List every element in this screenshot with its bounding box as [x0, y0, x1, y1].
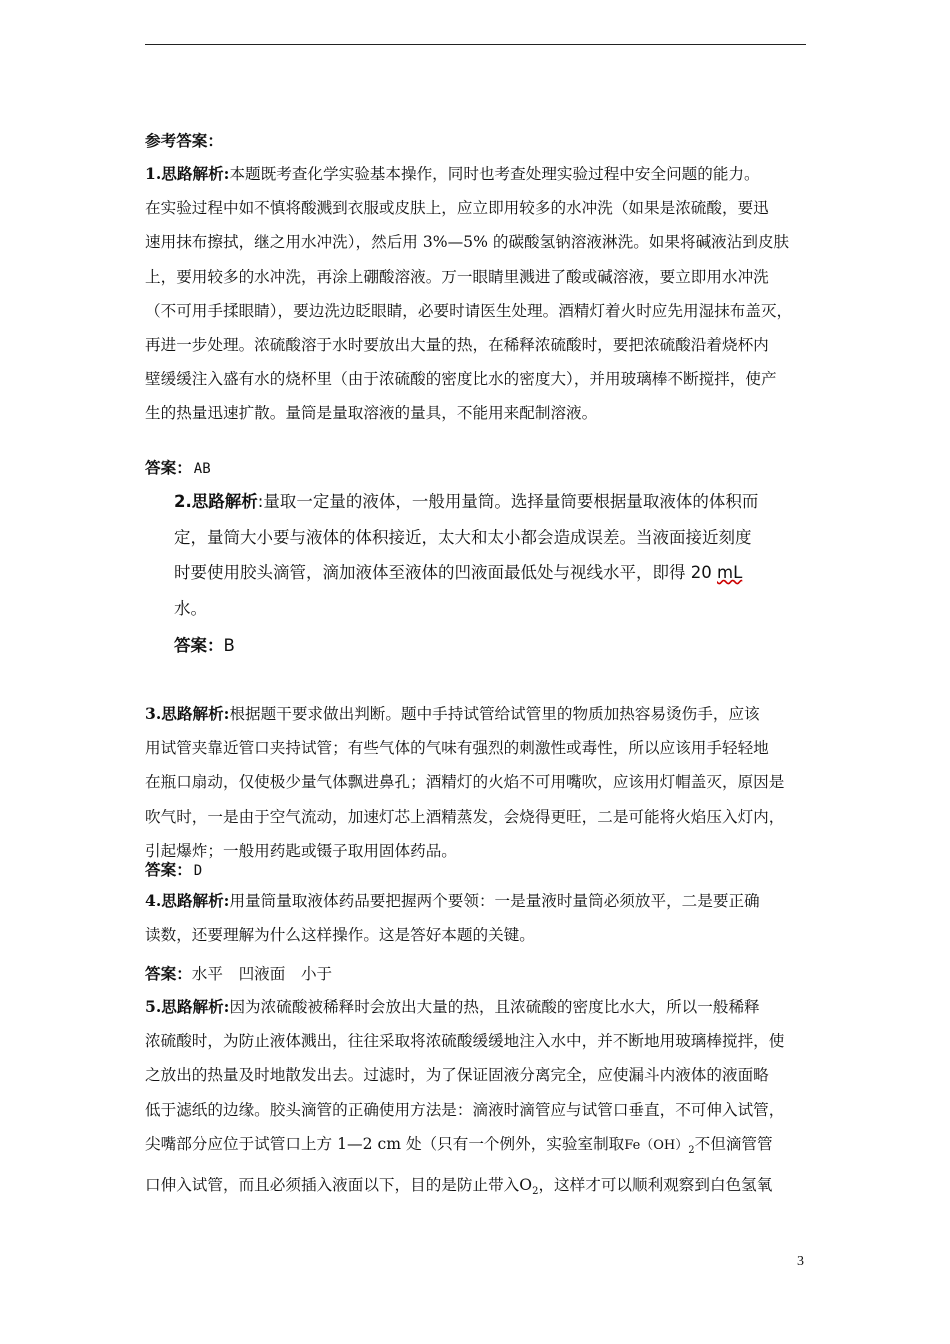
item-4-label: 4.: [145, 891, 162, 910]
item-1-answer-value: AB: [193, 461, 211, 477]
item-5-line-5-tail: 不但滴管管: [694, 1134, 773, 1153]
item-5-heading: 思路解析: [161, 997, 224, 1016]
item-5-line-6: 口伸入试管，而且必须插入液面以下，目的是防止带入: [145, 1176, 520, 1195]
item-2-line-2: 定，量筒大小要与液体的体积接近，太大和太小都会造成误差。当液面接近刻度: [174, 527, 752, 547]
item-5-line-2: 浓硫酸时，为防止液体溅出，往往采取将浓硫酸缓缓地注入水中，并不断地用玻璃棒搅拌，使: [145, 1032, 785, 1051]
item-1-answer: [145, 456, 211, 478]
item-1-label: 1.: [145, 164, 162, 183]
item-4: 4.思路解析:用量筒量取液体药品要把握两个要领：一是量液时量筒必须放平，二是要正确 读数，还要理解为什么这样操作。这是答好本题的关键。: [145, 884, 809, 952]
item-3-answer-value: D: [193, 863, 203, 879]
item-1: 1.思路解析:本题既考查化学实验基本操作，同时也考查处理实验过程中安全问题的能力。 在实验过程中如不慎将酸溅到衣服或皮肤上，应立即用较多的水冲洗（如果是浓硫酸，要迅 速用抹布擦拭，继之用水冲洗），然后用 3%—5% 的碳酸氢钠溶液淋洗。如果将碱液沾到皮肤 上，要用较多的水冲洗，再涂上硼酸溶液。万一眼睛里溅进了酸或碱溶液，要立即用水冲洗 （不可用手揉眼睛），要边洗边眨眼睛，必要时请医生处理。酒精灯着火时应先用湿抹布盖灭， 再进一步处理。浓硫酸溶于水时要放出大量的热，在稀释浓硫酸时，要把浓硫酸沿着烧杯内 壁缓缓注入盛有水的烧杯里（由于浓硫酸的密度比水的密度大），并用玻璃棒不断搅拌，使产 生的热量迅速扩散。量筒是量取溶液的量具，不能用来配制溶液。: [145, 157, 809, 431]
item-3-line-1: 根据题干要求做出判断。题中手持试管给试管里的物质加热容易烫伤手，应该: [229, 705, 760, 723]
item-4-heading: 思路解析: [161, 891, 224, 910]
reference-title: 参考答案：: [145, 131, 223, 150]
item-5-formula-fe: Fe（OH）: [624, 1137, 689, 1153]
item-1-line-6: 再进一步处理。浓硫酸溶于水时要放出大量的热，在稀释浓硫酸时，要把浓硫酸沿着烧杯内: [145, 336, 769, 355]
item-5-line-7: ，这样才可以顺利观察到白色氢氧: [538, 1176, 773, 1195]
item-3-line-5: 引起爆炸；一般用药匙或镊子取用固体药品。: [145, 841, 457, 860]
item-1-line-3: 速用抹布擦拭，继之用水冲洗），然后用 3%—5% 的碳酸氢钠溶液淋洗。如果将碱液沾到皮肤: [145, 233, 790, 252]
item-4-line-2: 读数，还要理解为什么这样操作。这是答好本题的关键。: [145, 926, 535, 945]
item-4-answer: [145, 962, 332, 984]
item-5-formula-o: O: [519, 1176, 533, 1195]
item-5-line-3: 之放出的热量及时地散发出去。过滤时，为了保证固液分离完全，应使漏斗内液体的液面略: [145, 1066, 769, 1085]
item-5-formula-fe-sub: 2: [688, 1144, 695, 1156]
item-1-line-8: 生的热量迅速扩散。量筒是量取溶液的量具，不能用来配制溶液。: [145, 404, 598, 423]
item-1-line-1: 本题既考查化学实验基本操作，同时也考查处理实验过程中安全问题的能力。: [229, 165, 760, 183]
item-4-answer-label: 答案：: [145, 964, 192, 983]
item-2-line-4: 水。: [174, 598, 207, 618]
item-2: 2.思路解析:量取一定量的液体，一般用量筒。选择量筒要根据量取液体的体积而 定，量筒大小要与液体的体积接近，太大和太小都会造成误差。当液面接近刻度 时要使用胶头滴管，滴加液体至液体的凹液面最低处与视线水平，即得 20 mL 水。 答案：B: [174, 484, 774, 664]
header-rule: [145, 44, 806, 45]
item-1-line-4: 上，要用较多的水冲洗，再涂上硼酸溶液。万一眼睛里溅进了酸或碱溶液，要立即用水冲洗: [145, 267, 769, 286]
page-number: 3: [797, 1254, 804, 1269]
item-2-answer-label: 答案：: [174, 636, 224, 655]
item-3-heading: 思路解析: [161, 704, 224, 723]
item-5: 5.思路解析:因为浓硫酸被稀释时会放出大量的热，且浓硫酸的密度比水大，所以一般稀释 浓硫酸时，为防止液体溅出，往往采取将浓硫酸缓缓地注入水中，并不断地用玻璃棒搅拌，使 之放出的热量及时地散发出去。过滤时，为了保证固液分离完全，应使漏斗内液体的液面略 低于滤纸的边缘。胶头滴管的正确使用方法是：滴液时滴管应与试管口垂直，不可伸入试管， 尖嘴部分应位于试管口上方 1—2 cm 处（只有一个例外，实验室制取$Fe(OH)_2$不但滴管管 口伸入试管，而且必须插入液面以下，目的是防止带入$O_2$，这样才可以顺利观察到白色氢氧: [145, 990, 809, 1209]
item-3-answer: [145, 858, 202, 880]
item-3: 3.思路解析:根据题干要求做出判断。题中手持试管给试管里的物质加热容易烫伤手，应该 用试管夹靠近管口夹持试管；有些气体的气味有强烈的刺激性或毒性，所以应该用手轻轻地 在瓶口扇动，仅使极少量气体飘进鼻孔；酒精灯的火焰不可用嘴吹，应该用灯帽盖灭，原因是 吹气时，一是由于空气流动，加速灯芯上酒精蒸发，会烧得更旺，二是可能将火焰压入灯内， 引起爆炸；一般用药匙或镊子取用固体药品。: [145, 697, 809, 868]
item-4-answer-value: 水平 凹液面 小于: [191, 965, 333, 983]
item-3-line-3: 在瓶口扇动，仅使极少量气体飘进鼻孔；酒精灯的火焰不可用嘴吹，应该用灯帽盖灭，原因是: [145, 773, 785, 792]
item-4-line-1: 用量筒量取液体药品要把握两个要领：一是量液时量筒必须放平，二是要正确: [229, 892, 760, 910]
item-2-unit: mL: [717, 563, 743, 582]
item-3-label: 3.: [145, 704, 162, 723]
item-3-line-2: 用试管夹靠近管口夹持试管；有些气体的气味有强烈的刺激性或毒性，所以应该用手轻轻地: [145, 739, 769, 758]
item-2-line-3: 时要使用胶头滴管，滴加液体至液体的凹液面最低处与视线水平，即得 20: [174, 563, 717, 582]
item-3-answer-label: 答案：: [145, 860, 192, 879]
item-1-heading: 思路解析: [161, 164, 224, 183]
item-2-line-1: 量取一定量的液体，一般用量筒。选择量筒要根据量取液体的体积而: [263, 492, 759, 511]
item-5-line-5: 尖嘴部分应位于试管口上方 1—2 cm 处（只有一个例外，实验室制取: [145, 1134, 625, 1153]
item-1-line-7: 壁缓缓注入盛有水的烧杯里（由于浓硫酸的密度比水的密度大），并用玻璃棒不断搅拌，使产: [145, 370, 777, 389]
item-2-heading: 思路解析: [191, 492, 258, 511]
item-1-line-5: （不可用手揉眼睛），要边洗边眨眼睛，必要时请医生处理。酒精灯着火时应先用湿抹布盖灭，: [145, 301, 793, 320]
item-2-label: 2.: [174, 492, 192, 511]
item-5-formula-o-sub: 2: [532, 1186, 539, 1198]
item-5-label: 5.: [145, 997, 162, 1016]
item-5-line-4: 低于滤纸的边缘。胶头滴管的正确使用方法是：滴液时滴管应与试管口垂直，不可伸入试管，: [145, 1100, 785, 1119]
item-2-answer-value: B: [223, 636, 235, 655]
item-5-line-1: 因为浓硫酸被稀释时会放出大量的热，且浓硫酸的密度比水大，所以一般稀释: [229, 998, 760, 1016]
item-1-answer-label: 答案：: [145, 458, 192, 477]
item-1-line-2: 在实验过程中如不慎将酸溅到衣服或皮肤上，应立即用较多的水冲洗（如果是浓硫酸，要迅: [145, 199, 769, 218]
item-3-line-4: 吹气时，一是由于空气流动，加速灯芯上酒精蒸发，会烧得更旺，二是可能将火焰压入灯内，: [145, 807, 785, 826]
